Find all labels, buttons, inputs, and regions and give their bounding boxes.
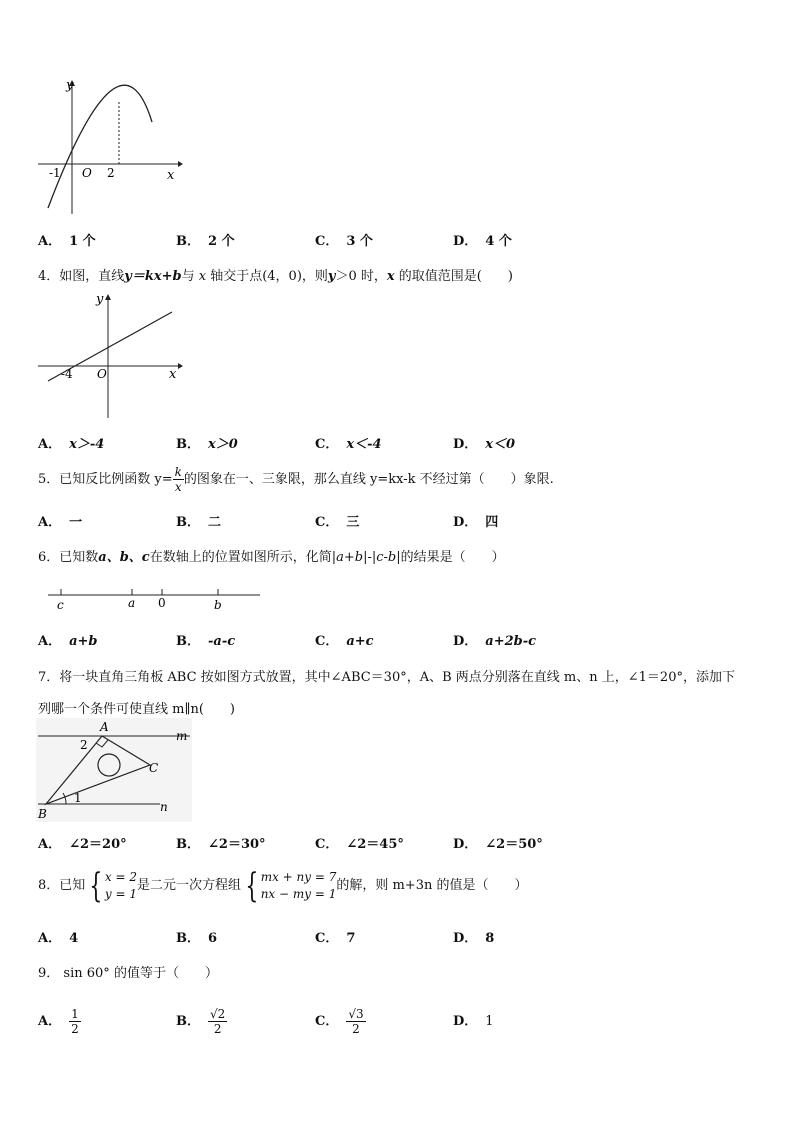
fraction-numerator: 1: [71, 1007, 79, 1021]
q7-option-c[interactable]: [315, 833, 404, 852]
option-text: 4 个: [485, 234, 512, 249]
q7-label-n: n: [160, 800, 168, 814]
q6-option-a[interactable]: [38, 630, 98, 649]
q3-option-a[interactable]: [38, 230, 96, 249]
option-text: 4: [69, 931, 79, 946]
q7-option-d[interactable]: [453, 833, 543, 852]
q8-system-line: mx + ny = 7: [260, 869, 337, 884]
numberline-label-c: c: [57, 598, 64, 612]
q8-option-b[interactable]: [176, 927, 217, 946]
option-letter: C．: [315, 837, 339, 852]
q5-prompt: [38, 462, 554, 498]
q7-prompt-line2: 列哪一个条件可使直线 m∥n( ): [38, 702, 235, 717]
q9-prompt-text: 9．: [38, 966, 60, 981]
option-text: ∠2＝45°: [346, 837, 404, 852]
option-text: a+2b-c: [485, 634, 537, 649]
option-letter: D．: [453, 234, 478, 249]
q3-origin: O: [82, 166, 92, 180]
q6-prompt-text: 在数轴上的位置如图所示，化简: [149, 550, 332, 565]
q6-vars: a、b、c: [98, 550, 150, 565]
option-text: x＜0: [485, 437, 516, 452]
q7-label-m: m: [176, 729, 188, 743]
q9-prompt-text: 的值等于（ ）: [113, 966, 218, 981]
option-text: 四: [485, 515, 499, 530]
option-text: x＞0: [208, 437, 238, 452]
q7-label-A: A: [100, 720, 109, 734]
option-text: 1 个: [69, 234, 96, 249]
option-letter: D．: [453, 437, 478, 452]
q4-equation: y＝kx+b: [124, 269, 182, 284]
q4-prompt-text: ＞0 时，: [335, 269, 387, 284]
q3-option-c[interactable]: [315, 230, 373, 249]
q9-expression: sin 60°: [63, 966, 110, 981]
q6-prompt-text: 的结果是（ ）: [400, 550, 505, 565]
q3-tick-neg1: -1: [49, 166, 61, 180]
option-text: 8: [485, 931, 495, 946]
q8-option-d[interactable]: [453, 927, 494, 946]
option-letter: A．: [38, 634, 62, 649]
q8-prompt-text: 8．已知: [38, 878, 86, 893]
q8-brace: {: [245, 865, 259, 906]
q4-prompt-text: 4．如图，直线: [38, 269, 125, 284]
option-text: 一: [69, 515, 83, 530]
numberline-label-zero: 0: [158, 596, 166, 610]
option-letter: D．: [453, 1014, 478, 1029]
fraction-numerator: √2: [210, 1007, 226, 1021]
option-text: 三: [346, 515, 360, 530]
q9-option-c[interactable]: [315, 1002, 366, 1042]
q7-label-B: B: [38, 807, 47, 821]
option-letter: C．: [315, 437, 339, 452]
fraction-numerator: k: [174, 465, 182, 479]
option-letter: D．: [453, 515, 478, 530]
q4-option-b[interactable]: [176, 433, 238, 452]
q5-option-c[interactable]: [315, 511, 359, 530]
q8-system: [261, 869, 337, 903]
fraction-numerator: √3: [348, 1007, 364, 1021]
q7-prompt-line1: 7．将一块直角三角板 ABC 按如图方式放置，其中∠ABC＝30°，A、B 两点分别落在直线 m、n 上，∠1＝20°，添加下: [38, 670, 735, 685]
fraction-denominator: 2: [352, 1022, 360, 1036]
q7-option-a[interactable]: [38, 833, 127, 852]
fraction-denominator: x: [174, 480, 182, 494]
q5-option-a[interactable]: [38, 511, 82, 530]
q4-origin: O: [97, 367, 107, 381]
option-letter: B．: [176, 837, 200, 852]
q5-prompt-text: 5．已知反比例函数 y=: [38, 472, 173, 487]
fraction-denominator: 2: [213, 1022, 222, 1036]
option-fraction: [346, 1008, 365, 1035]
option-fraction: [208, 1008, 227, 1035]
option-letter: A．: [38, 837, 62, 852]
q8-option-c[interactable]: [315, 927, 355, 946]
option-text: a+b: [69, 634, 98, 649]
option-text: -a-c: [208, 634, 236, 649]
q8-option-a[interactable]: [38, 927, 78, 946]
q3-tick-2: 2: [107, 166, 115, 180]
q6-option-b[interactable]: [176, 630, 235, 649]
option-letter: B．: [176, 234, 200, 249]
option-letter: B．: [176, 437, 200, 452]
option-text: 7: [346, 931, 356, 946]
q4-line-graph: [34, 290, 184, 420]
q7-label-C: C: [149, 761, 159, 775]
option-letter: D．: [453, 634, 478, 649]
option-letter: B．: [176, 634, 200, 649]
option-letter: C．: [315, 515, 339, 530]
option-letter: A．: [38, 234, 62, 249]
q9-option-d[interactable]: [453, 1002, 494, 1042]
q4-option-d[interactable]: [453, 433, 515, 452]
option-text: 2 个: [208, 234, 235, 249]
q6-expression: |a+b|-|c-b|: [331, 550, 401, 565]
option-letter: A．: [38, 931, 62, 946]
q4-var-x: x: [386, 269, 395, 284]
q9-option-a[interactable]: [38, 1002, 81, 1042]
q4-tick-neg4: -4: [61, 367, 73, 381]
option-text: 3 个: [346, 234, 373, 249]
q4-prompt-text: 轴交于点(4，0)，则: [210, 269, 328, 284]
option-letter: C．: [315, 931, 339, 946]
q3-option-d[interactable]: [453, 230, 512, 249]
q4-option-c[interactable]: [315, 433, 382, 452]
q8-system-line: nx − my = 1: [260, 886, 337, 901]
q8-solution-line: x = 2: [104, 869, 138, 884]
option-letter: C．: [315, 234, 339, 249]
q4-var-x: x: [198, 269, 207, 284]
q5-option-d[interactable]: [453, 511, 498, 530]
option-letter: D．: [453, 931, 478, 946]
q8-brace: {: [89, 865, 103, 906]
numberline-label-b: b: [214, 598, 222, 612]
q6-prompt: [38, 546, 505, 565]
q7-label-angle1: 1: [74, 791, 82, 805]
q6-option-c[interactable]: [315, 630, 374, 649]
option-text: x＞-4: [69, 437, 105, 452]
q8-solution: [105, 869, 137, 903]
q4-prompt-text: 的取值范围是( ): [398, 269, 513, 284]
option-letter: A．: [38, 1014, 62, 1029]
q5-option-b[interactable]: [176, 511, 221, 530]
option-text: 二: [208, 515, 222, 530]
option-letter: B．: [176, 515, 200, 530]
option-text: a+c: [346, 634, 374, 649]
q4-x-label: x: [169, 367, 177, 382]
q6-prompt-text: 6．已知数: [38, 550, 99, 565]
option-text: 6: [208, 931, 218, 946]
q7-triangle-figure: [36, 718, 192, 822]
q9-prompt: [38, 962, 218, 981]
q7-label-angle2: 2: [80, 738, 88, 752]
option-text: 1: [485, 1014, 494, 1029]
q4-prompt: [38, 265, 513, 284]
numberline-label-a: a: [128, 596, 136, 610]
option-text: x＜-4: [346, 437, 382, 452]
q8-prompt-text: 的解，则 m+3n 的值是（ ）: [336, 878, 528, 893]
q8-solution-line: y = 1: [104, 886, 138, 901]
q6-option-d[interactable]: [453, 630, 536, 649]
q5-prompt-text: 的图象在一、三象限，那么直线 y=kx-k 不经过第（ ）象限.: [183, 472, 554, 487]
q4-var-y: y: [327, 269, 336, 284]
fraction-denominator: 2: [71, 1022, 79, 1036]
option-fraction: [69, 1008, 81, 1035]
option-letter: C．: [315, 634, 339, 649]
option-letter: A．: [38, 515, 62, 530]
q4-option-a[interactable]: [38, 433, 104, 452]
q8-prompt: [38, 862, 527, 910]
option-letter: B．: [176, 1014, 200, 1029]
option-letter: B．: [176, 931, 200, 946]
option-text: ∠2＝50°: [485, 837, 543, 852]
q3-x-label: x: [167, 168, 175, 183]
option-letter: D．: [453, 837, 478, 852]
option-letter: A．: [38, 437, 62, 452]
q9-option-b[interactable]: [176, 1002, 227, 1042]
option-letter: C．: [315, 1014, 339, 1029]
option-text: ∠2＝20°: [69, 837, 127, 852]
q6-number-line: [44, 585, 266, 615]
q3-y-label: y: [66, 78, 74, 93]
q4-y-label: y: [96, 292, 104, 307]
q4-prompt-text: 与: [181, 269, 195, 284]
q7-option-b[interactable]: [176, 833, 266, 852]
q3-option-b[interactable]: [176, 230, 235, 249]
q5-fraction: [173, 466, 184, 493]
option-text: ∠2＝30°: [208, 837, 266, 852]
q3-parabola-graph: [34, 76, 184, 216]
q8-prompt-text: 是二元一次方程组: [137, 878, 242, 893]
